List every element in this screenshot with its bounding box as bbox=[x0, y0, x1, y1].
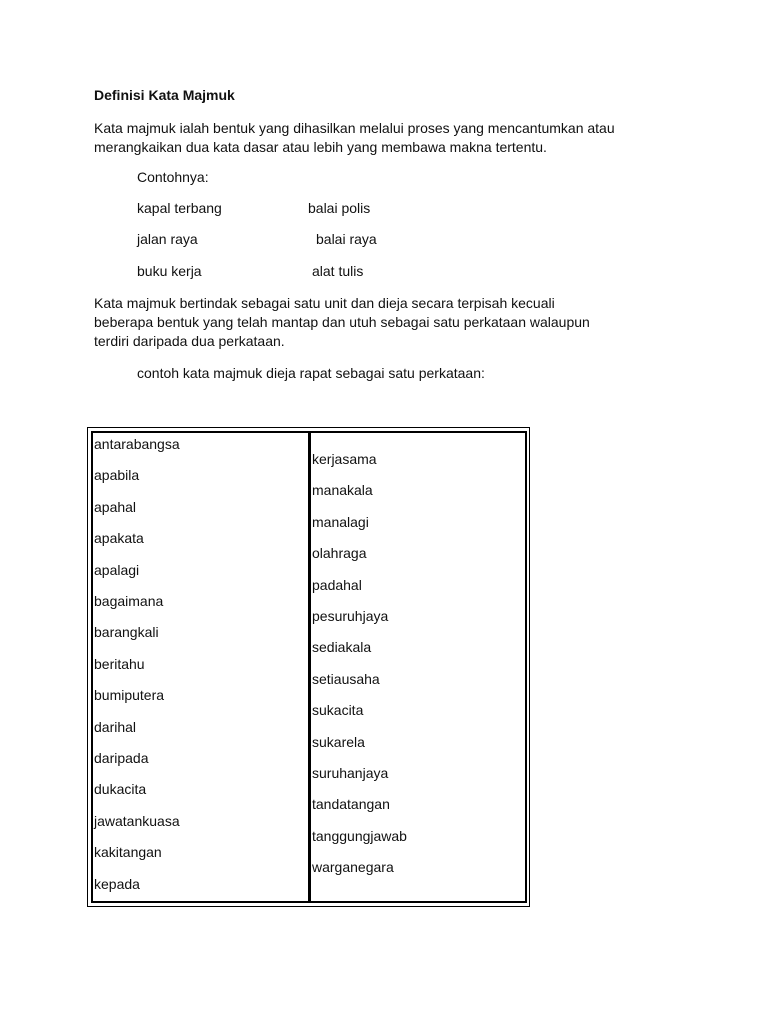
table-word: darihal bbox=[94, 718, 137, 735]
table-word: padahal bbox=[312, 576, 362, 593]
table-word: bagaimana bbox=[94, 593, 164, 609]
table-word: pesuruhjaya bbox=[312, 608, 389, 624]
table-word: manakala bbox=[312, 482, 373, 499]
table-word: kepada bbox=[94, 875, 140, 892]
table-word: apabila bbox=[94, 467, 140, 484]
example-row bbox=[137, 231, 437, 251]
example-right: balai polis bbox=[308, 200, 371, 216]
table-word: apalagi bbox=[94, 561, 140, 578]
left-column-cell bbox=[91, 431, 310, 903]
table-word: apahal bbox=[94, 498, 137, 515]
example-right: balai raya bbox=[316, 231, 377, 247]
definition-paragraph bbox=[94, 119, 694, 157]
table-word: dukacita bbox=[94, 781, 147, 798]
table-word: olahraga bbox=[312, 545, 367, 562]
table-word: kerjasama bbox=[312, 451, 377, 467]
table-word: warganegara bbox=[312, 859, 394, 876]
table-word: tanggungjawab bbox=[312, 827, 407, 844]
table-word: setiausaha bbox=[312, 670, 380, 687]
example-right: alat tulis bbox=[312, 263, 364, 279]
table-word: tandatangan bbox=[312, 796, 390, 813]
examples-label: Contohnya: bbox=[137, 169, 209, 185]
right-column-cell bbox=[309, 431, 527, 903]
table-word: daripada bbox=[94, 750, 149, 766]
explanation-paragraph bbox=[94, 294, 694, 351]
table-word: jawatankuasa bbox=[94, 812, 180, 829]
table-word: beritahu bbox=[94, 655, 145, 672]
compound-words-table bbox=[87, 427, 530, 907]
example-row bbox=[137, 200, 437, 220]
paragraph-line: merangkaikan dua kata dasar atau lebih yang membawa makna tertentu. bbox=[94, 139, 547, 155]
table-word: sediakala bbox=[312, 639, 372, 656]
compound-example-intro: contoh kata majmuk dieja rapat sebagai satu perkataan: bbox=[137, 365, 485, 381]
page-title: Definisi Kata Majmuk bbox=[94, 87, 235, 103]
example-left: buku kerja bbox=[137, 263, 202, 279]
table-word: barangkali bbox=[94, 624, 159, 641]
table-word: manalagi bbox=[312, 513, 369, 530]
paragraph-line: terdiri daripada dua perkataan. bbox=[94, 333, 285, 349]
paragraph-line: beberapa bentuk yang telah mantap dan utuh sebagai satu perkataan walaupun bbox=[94, 314, 590, 330]
table-word: sukacita bbox=[312, 702, 364, 719]
example-row bbox=[137, 263, 437, 283]
table-word: suruhanjaya bbox=[312, 765, 389, 781]
example-left: kapal terbang bbox=[137, 200, 222, 216]
table-word: sukarela bbox=[312, 733, 365, 750]
table-word: apakata bbox=[94, 530, 144, 547]
paragraph-line: Kata majmuk ialah bentuk yang dihasilkan melalui proses yang mencantumkan atau bbox=[94, 120, 615, 136]
paragraph-line: Kata majmuk bertindak sebagai satu unit dan dieja secara terpisah kecuali bbox=[94, 295, 555, 311]
table-word: bumiputera bbox=[94, 687, 165, 704]
table-word: antarabangsa bbox=[94, 436, 180, 452]
table-word: kakitangan bbox=[94, 844, 162, 861]
example-left: jalan raya bbox=[137, 231, 198, 247]
